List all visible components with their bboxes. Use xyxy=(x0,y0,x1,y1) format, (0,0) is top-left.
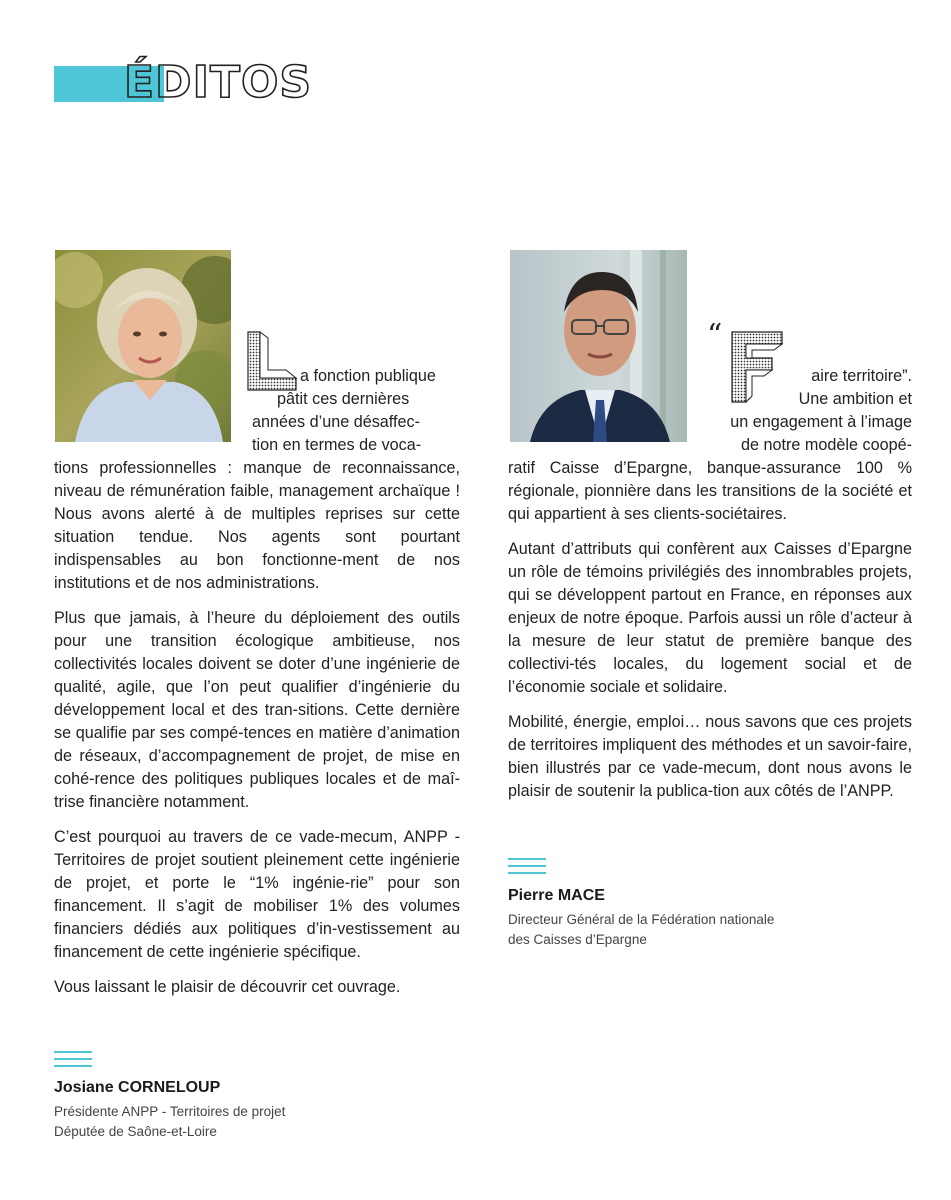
left-paragraph: tions professionnelles : manque de reconnaissance, niveau de rémunération faible, management archaïque ! Nous avons alerté à de multiples reprises sur cette situation tendue. Nos agents sont pourtant indispensables au bon fonctionne-ment de nos institutions et de nos administrations. xyxy=(54,459,460,592)
left-paragraph: Vous laissant le plaisir de découvrir cet ouvrage. xyxy=(54,978,401,996)
quote-mark: “ xyxy=(707,318,723,353)
left-signature-rule xyxy=(54,1051,92,1072)
right-paragraph: ratif Caisse d’Epargne, banque-assurance 100 % régionale, pionnière dans les transitions de la société et qui appartient à ses clients-sociétaires. xyxy=(508,459,912,523)
right-paragraph: Mobilité, énergie, emploi… nous savons que ces projets de territoires impliquent des méthodes et un savoir-faire, bien illustrés par ce vade-mecum, dont nous avons le plaisir de soutenir la publica-tion aux côtés de l’ANPP. xyxy=(508,713,912,800)
left-paragraph: Plus que jamais, à l’heure du déploiement des outils pour une transition écologique ambitieuse, nos collectivités locales doivent se doter d’une ingénierie de qualité, agile, que l’on peut qualifier d’ingénierie du développement local et des tran-sitions. Cette dernière se qualifie par ses compé-tences en matière d’animation de réseaux, d’accompagnement de projet, de mise en cohé-rence des politiques publiques locales et de maî-trise financière notamment. xyxy=(54,609,460,811)
right-signature-rule xyxy=(508,858,546,879)
page-title: ÉDITOS xyxy=(124,57,313,108)
left-paragraph: C’est pourquoi au travers de ce vade-mecum, ANPP - Territoires de projet soutient pleinement cette ingénierie de projet, et porte le “1% ingénie-rie” pour son financement. Il s’agit de mobiliser 1% des volumes financiers dédiés aux politiques d’in-vestissement au financement de cette ingénierie spécifique. xyxy=(54,828,460,961)
left-signature-role: Présidente ANPP - Territoires de projet Députée de Saône-et-Loire xyxy=(54,1104,286,1139)
right-signature-name: Pierre MACE xyxy=(508,887,605,904)
right-signature-role: Directeur Général de la Fédération nationale des Caisses d’Epargne xyxy=(508,912,775,947)
right-body-text xyxy=(508,457,912,815)
left-intro-lines: a fonction publique pâtit ces dernières années d’une désaffec- tion en termes de voca- xyxy=(252,367,436,454)
photo-pierre-mace xyxy=(510,250,687,442)
left-signature-name: Josiane CORNELOUP xyxy=(54,1079,221,1096)
right-intro-lines: aire territoire”. Une ambition et un engagement à l’image de notre modèle coopé- xyxy=(730,367,912,454)
left-body-text xyxy=(54,457,460,1011)
photo-josiane-corneloup xyxy=(55,250,231,442)
right-paragraph: Autant d’attributs qui confèrent aux Caisses d’Epargne un rôle de témoins privilégiés des innombrables projets, qui se développent partout en France, en réponses aux enjeux de notre époque. Parfois aussi un rôle d’acteur à la mesure de leur statut de première banque des collectivi-tés locales, du logement social et de l’économie sociale et solidaire. xyxy=(508,540,912,696)
